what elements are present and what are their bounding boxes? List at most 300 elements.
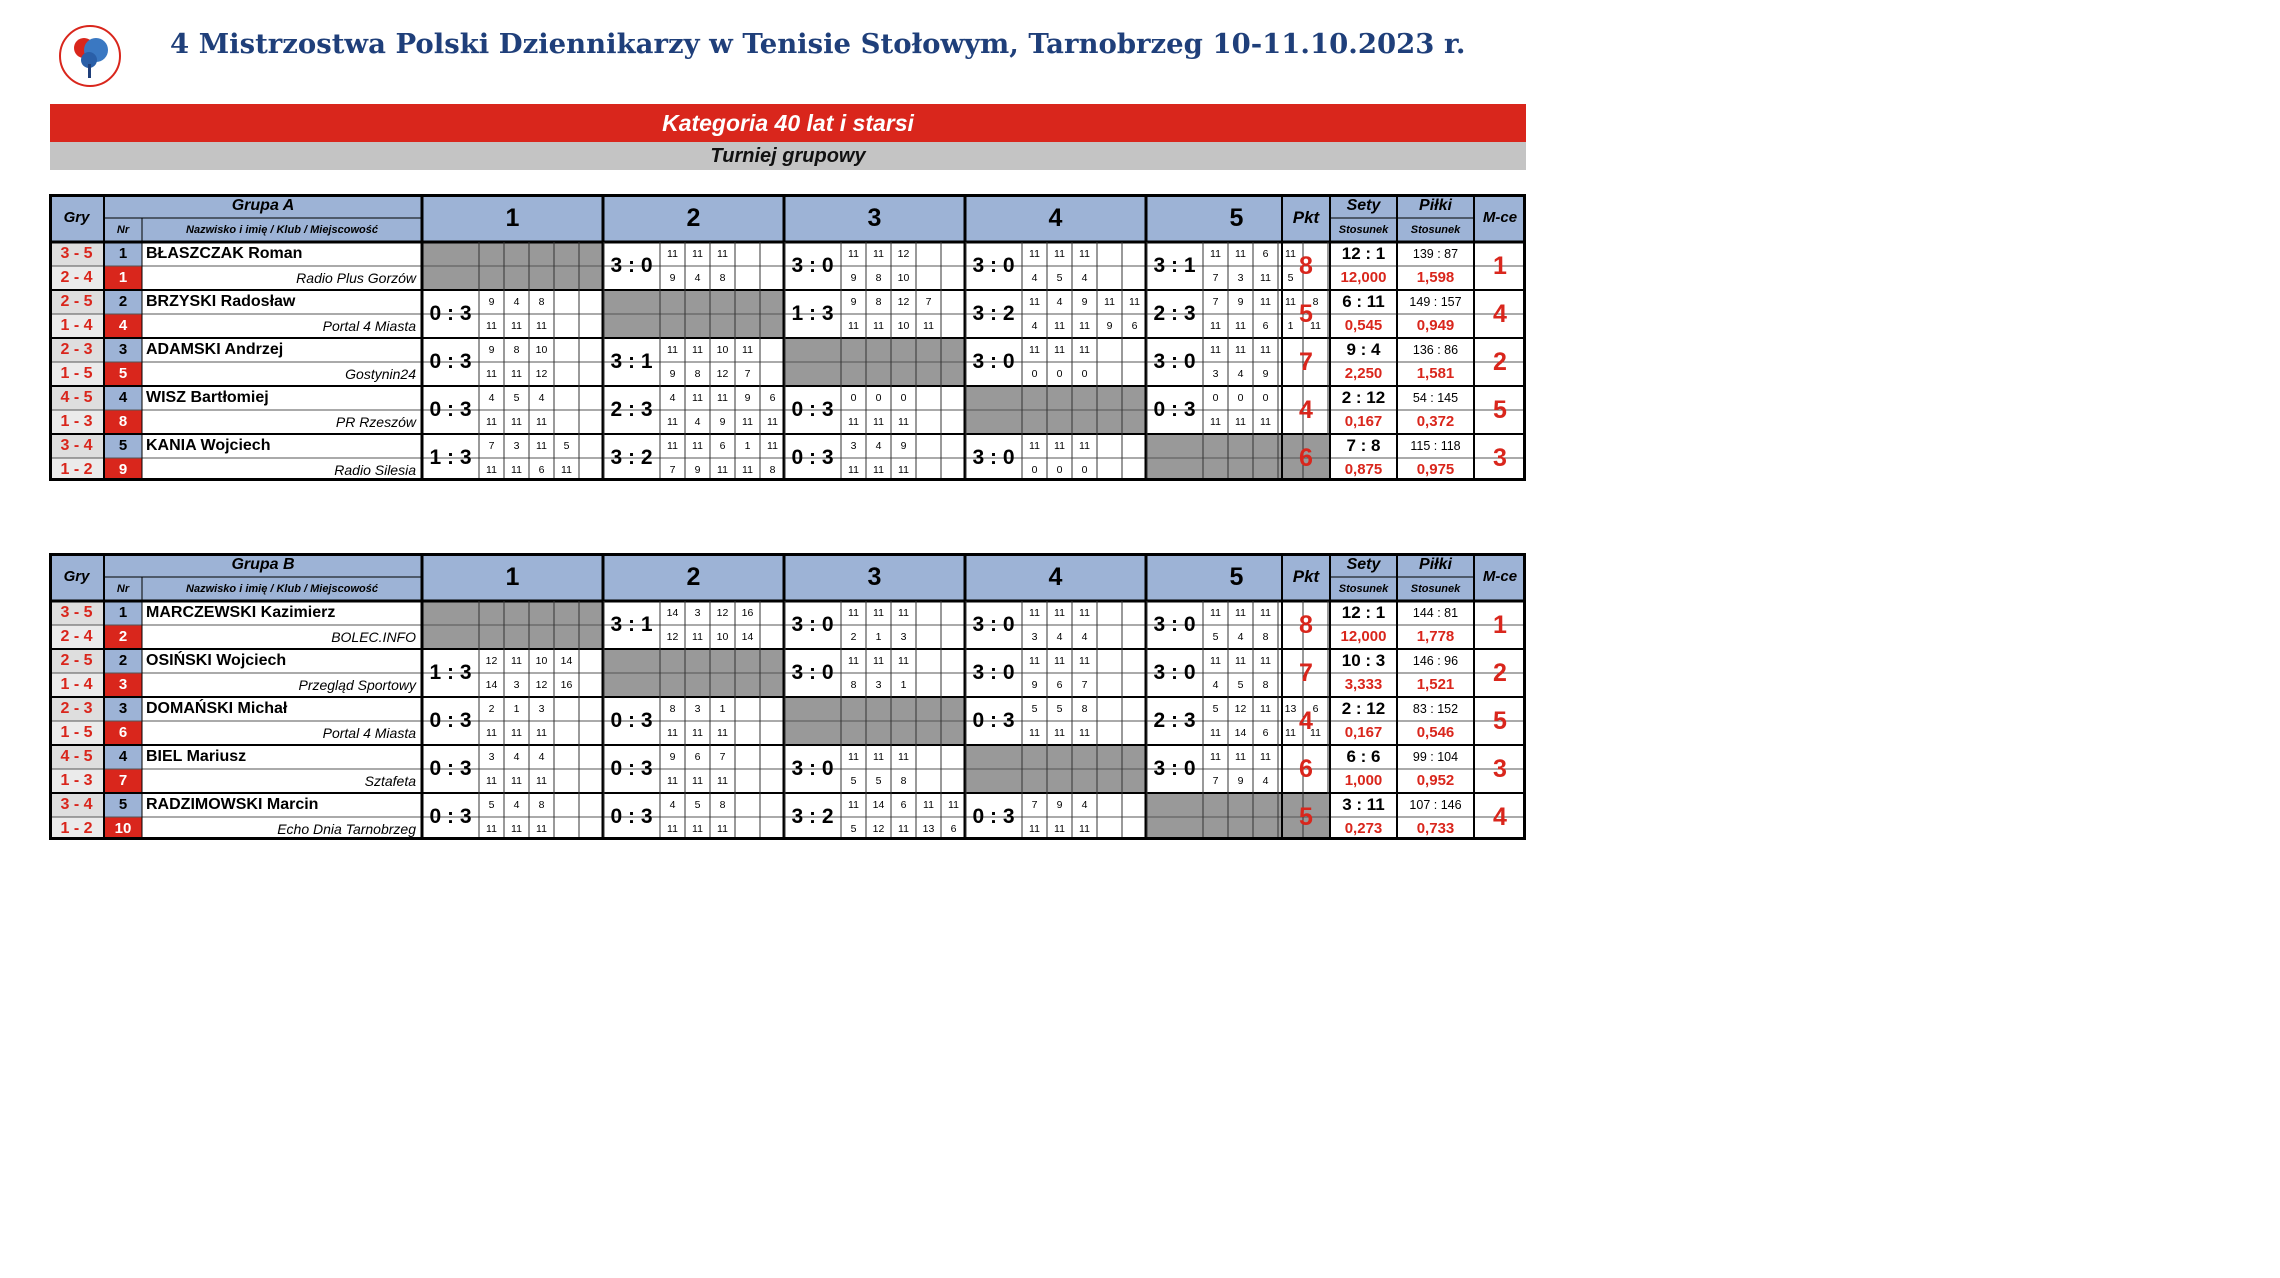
set-score: 11 (486, 416, 497, 428)
balls-ratio: 1,581 (1416, 365, 1455, 382)
player-seed: 9 (118, 461, 128, 478)
match-result: 0 : 3 (429, 350, 472, 373)
header-col-3: 3 (867, 563, 882, 591)
balls-score: 139 : 87 (1412, 247, 1459, 261)
set-score: 1 (900, 679, 907, 691)
set-score: 11 (1029, 344, 1040, 356)
set-score: 14 (560, 655, 573, 667)
match-result: 3 : 1 (610, 613, 653, 636)
player-seed: 10 (114, 820, 132, 837)
balls-ratio: 0,733 (1416, 820, 1455, 837)
set-score: 11 (1054, 344, 1065, 356)
set-score: 4 (1031, 272, 1038, 284)
set-score: 8 (1262, 679, 1269, 691)
set-score: 11 (742, 344, 753, 356)
set-score: 4 (538, 751, 545, 763)
set-score: 5 (563, 440, 570, 452)
sets-score: 7 : 8 (1346, 436, 1381, 455)
player-number: 1 (118, 604, 128, 621)
match-result: 3 : 2 (972, 302, 1015, 325)
games-order: 4 - 5 (60, 748, 93, 765)
balls-ratio: 1,598 (1416, 269, 1455, 286)
sets-ratio: 0,167 (1344, 724, 1383, 741)
games-order: 3 - 5 (60, 245, 93, 262)
player-number: 2 (118, 652, 128, 669)
set-score: 5 (488, 799, 495, 811)
games-order: 1 - 5 (60, 365, 93, 382)
set-score: 11 (667, 440, 678, 452)
set-score: 9 (719, 416, 726, 428)
set-score: 11 (898, 607, 909, 619)
set-score: 11 (848, 799, 859, 811)
set-score: 11 (1029, 607, 1040, 619)
player-club: Radio Plus Gorzów (296, 270, 416, 286)
set-score: 0 (850, 392, 857, 404)
sets-score: 6 : 11 (1342, 292, 1385, 311)
player-club: Echo Dnia Tarnobrzeg (277, 821, 416, 837)
match-result: 3 : 0 (972, 613, 1015, 636)
set-score: 10 (716, 344, 729, 356)
set-score: 4 (513, 296, 520, 308)
set-score: 11 (742, 416, 753, 428)
match-result: 0 : 3 (429, 805, 472, 828)
set-score: 4 (1056, 296, 1063, 308)
player-club: Portal 4 Miasta (322, 318, 416, 334)
games-order: 2 - 3 (60, 341, 93, 358)
set-score: 11 (536, 727, 547, 739)
set-score: 11 (1079, 344, 1090, 356)
set-score: 14 (485, 679, 498, 691)
player-name: BŁASZCZAK Roman (146, 245, 303, 262)
set-score: 11 (692, 631, 703, 643)
balls-score: 146 : 96 (1412, 654, 1459, 668)
set-score: 5 (1056, 272, 1063, 284)
set-score: 9 (694, 464, 701, 476)
set-score: 5 (1031, 703, 1038, 715)
set-score: 12 (716, 607, 729, 619)
set-score: 11 (1029, 823, 1040, 835)
set-score: 0 (1081, 464, 1088, 476)
set-score: 11 (1054, 320, 1065, 332)
match-result: 3 : 1 (1153, 254, 1196, 277)
set-score: 11 (486, 823, 497, 835)
group-b-table (49, 553, 1526, 840)
set-score: 8 (875, 272, 882, 284)
set-score: 11 (1235, 751, 1246, 763)
set-score: 11 (1054, 655, 1065, 667)
set-score: 6 (900, 799, 907, 811)
header-pilki: Piłki (1419, 556, 1452, 573)
group-name: Grupa B (231, 556, 295, 573)
set-score: 12 (666, 631, 679, 643)
player-number: 2 (118, 293, 128, 310)
set-score: 11 (1079, 823, 1090, 835)
set-score: 11 (848, 607, 859, 619)
set-score: 11 (1310, 320, 1321, 332)
header-nr: Nr (116, 583, 130, 595)
sets-ratio: 12,000 (1340, 628, 1387, 645)
set-score: 11 (1054, 823, 1065, 835)
games-order: 2 - 5 (60, 652, 93, 669)
set-score: 11 (742, 464, 753, 476)
place: 5 (1493, 396, 1507, 424)
set-score: 10 (897, 272, 910, 284)
player-club: PR Rzeszów (335, 414, 416, 430)
sets-score: 2 : 12 (1341, 388, 1386, 407)
set-score: 11 (873, 464, 884, 476)
set-score: 7 (1031, 799, 1038, 811)
set-score: 11 (1210, 320, 1221, 332)
set-score: 8 (900, 775, 907, 787)
set-score: 5 (875, 775, 882, 787)
balls-ratio: 0,372 (1416, 413, 1455, 430)
set-score: 11 (848, 248, 859, 260)
points: 6 (1299, 755, 1313, 783)
place: 2 (1493, 659, 1507, 687)
set-score: 11 (667, 248, 678, 260)
header-mce: M-ce (1482, 568, 1518, 585)
games-order: 1 - 4 (60, 317, 93, 334)
sets-score: 12 : 1 (1341, 603, 1386, 622)
sets-ratio: 2,250 (1344, 365, 1383, 382)
set-score: 6 (719, 440, 726, 452)
set-score: 4 (1262, 775, 1269, 787)
match-result: 3 : 0 (791, 254, 834, 277)
player-club: Radio Silesia (334, 462, 416, 478)
match-result: 0 : 3 (972, 709, 1015, 732)
set-score: 5 (1212, 703, 1219, 715)
set-score: 11 (873, 416, 884, 428)
set-score: 7 (669, 464, 676, 476)
set-score: 4 (1237, 368, 1244, 380)
set-score: 10 (535, 344, 548, 356)
set-score: 1 (1287, 320, 1294, 332)
games-order: 2 - 4 (60, 628, 93, 645)
player-name: WISZ Bartłomiej (146, 389, 269, 406)
games-order: 1 - 3 (60, 772, 93, 789)
player-number: 5 (118, 437, 128, 454)
set-score: 11 (667, 344, 678, 356)
set-score: 11 (511, 416, 522, 428)
set-score: 11 (1029, 296, 1040, 308)
place: 1 (1493, 611, 1507, 639)
set-score: 11 (1285, 248, 1296, 260)
set-score: 14 (666, 607, 679, 619)
balls-score: 54 : 145 (1412, 391, 1459, 405)
match-result: 3 : 0 (1153, 613, 1196, 636)
set-score: 6 (694, 751, 701, 763)
set-score: 8 (694, 368, 701, 380)
set-score: 7 (1081, 679, 1088, 691)
balls-ratio: 1,778 (1416, 628, 1455, 645)
match-result: 2 : 3 (1153, 709, 1196, 732)
set-score: 11 (511, 775, 522, 787)
set-score: 8 (538, 296, 545, 308)
federation-logo (50, 20, 130, 90)
set-score: 14 (741, 631, 754, 643)
set-score: 11 (717, 248, 728, 260)
player-number: 5 (118, 796, 128, 813)
set-score: 9 (1106, 320, 1113, 332)
set-score: 11 (536, 416, 547, 428)
balls-ratio: 0,975 (1416, 461, 1455, 478)
header-col-3: 3 (867, 204, 882, 232)
set-score: 11 (1260, 655, 1271, 667)
match-result: 1 : 3 (791, 302, 834, 325)
set-score: 11 (692, 775, 703, 787)
set-score: 6 (1056, 679, 1063, 691)
set-score: 11 (1029, 727, 1040, 739)
set-score: 8 (850, 679, 857, 691)
set-score: 11 (898, 655, 909, 667)
set-score: 10 (897, 320, 910, 332)
header-stosunek-sety: Stosunek (1338, 224, 1389, 236)
match-result: 0 : 3 (791, 446, 834, 469)
set-score: 11 (561, 464, 572, 476)
set-score: 4 (669, 799, 676, 811)
header-col-2: 2 (686, 563, 701, 591)
sets-score: 3 : 11 (1342, 795, 1385, 814)
set-score: 4 (875, 440, 882, 452)
header-stosunek-sety: Stosunek (1338, 583, 1389, 595)
set-score: 11 (692, 392, 703, 404)
points: 5 (1299, 803, 1313, 831)
points: 5 (1299, 300, 1313, 328)
set-score: 1 (744, 440, 751, 452)
match-result: 3 : 0 (791, 757, 834, 780)
sets-ratio: 1,000 (1344, 772, 1383, 789)
set-score: 4 (1081, 272, 1088, 284)
match-result: 0 : 3 (791, 398, 834, 421)
match-result: 3 : 2 (791, 805, 834, 828)
set-score: 11 (486, 368, 497, 380)
player-seed: 2 (118, 628, 128, 645)
player-number: 3 (118, 341, 128, 358)
player-club: Gostynin24 (345, 366, 416, 382)
set-score: 4 (669, 392, 676, 404)
match-result: 3 : 0 (1153, 757, 1196, 780)
player-name: DOMAŃSKI Michał (146, 700, 288, 717)
sets-ratio: 0,875 (1344, 461, 1383, 478)
set-score: 9 (744, 392, 751, 404)
set-score: 3 (875, 679, 882, 691)
header-nr: Nr (116, 224, 130, 236)
set-score: 9 (669, 751, 676, 763)
set-score: 12 (535, 368, 548, 380)
set-score: 0 (875, 392, 882, 404)
set-score: 11 (1235, 416, 1246, 428)
match-result: 3 : 0 (972, 254, 1015, 277)
player-seed: 3 (118, 676, 128, 693)
sets-ratio: 12,000 (1340, 269, 1387, 286)
sets-ratio: 3,333 (1344, 676, 1383, 693)
set-score: 3 (1212, 368, 1219, 380)
set-score: 14 (1234, 727, 1247, 739)
set-score: 11 (717, 464, 728, 476)
set-score: 9 (1262, 368, 1269, 380)
games-order: 2 - 3 (60, 700, 93, 717)
sets-score: 6 : 6 (1346, 747, 1381, 766)
set-score: 6 (1262, 320, 1269, 332)
set-score: 11 (1054, 248, 1065, 260)
set-score: 11 (667, 727, 678, 739)
set-score: 7 (1212, 272, 1219, 284)
set-score: 16 (560, 679, 573, 691)
header-col-1: 1 (505, 204, 520, 232)
match-result: 0 : 3 (429, 302, 472, 325)
set-score: 12 (897, 296, 910, 308)
player-name: OSIŃSKI Wojciech (146, 652, 287, 669)
set-score: 0 (1262, 392, 1269, 404)
set-score: 3 (694, 703, 701, 715)
set-score: 11 (511, 464, 522, 476)
place: 5 (1493, 707, 1507, 735)
set-score: 8 (1262, 631, 1269, 643)
player-seed: 8 (118, 413, 128, 430)
set-score: 11 (1079, 607, 1090, 619)
set-score: 11 (536, 320, 547, 332)
points: 6 (1299, 444, 1313, 472)
set-score: 11 (1260, 344, 1271, 356)
set-score: 6 (1262, 727, 1269, 739)
header-name-sub: Nazwisko i imię / Klub / Miejscowość (186, 583, 378, 595)
set-score: 11 (898, 751, 909, 763)
set-score: 4 (1237, 631, 1244, 643)
set-score: 12 (535, 679, 548, 691)
player-seed: 1 (118, 269, 128, 286)
place: 4 (1493, 803, 1507, 831)
set-score: 11 (511, 368, 522, 380)
set-score: 11 (1029, 440, 1040, 452)
set-score: 11 (692, 248, 703, 260)
header-sety: Sety (1346, 197, 1381, 214)
set-score: 8 (875, 296, 882, 308)
header-stosunek-pilki: Stosunek (1410, 583, 1461, 595)
balls-ratio: 0,952 (1416, 772, 1455, 789)
set-score: 8 (1081, 703, 1088, 715)
match-result: 3 : 0 (1153, 350, 1196, 373)
set-score: 9 (1056, 799, 1063, 811)
group-a-table (49, 194, 1526, 481)
player-club: BOLEC.INFO (331, 629, 416, 645)
set-score: 0 (1056, 368, 1063, 380)
set-score: 5 (513, 392, 520, 404)
match-result: 3 : 0 (1153, 661, 1196, 684)
set-score: 12 (716, 368, 729, 380)
set-score: 7 (719, 751, 726, 763)
set-score: 11 (486, 775, 497, 787)
set-score: 3 (1237, 272, 1244, 284)
set-score: 11 (692, 727, 703, 739)
games-order: 2 - 5 (60, 293, 93, 310)
set-score: 11 (692, 344, 703, 356)
set-score: 11 (873, 607, 884, 619)
header-sety: Sety (1346, 556, 1381, 573)
match-result: 3 : 1 (610, 350, 653, 373)
set-score: 0 (1031, 368, 1038, 380)
set-score: 10 (535, 655, 548, 667)
header-col-2: 2 (686, 204, 701, 232)
set-score: 11 (873, 320, 884, 332)
balls-score: 149 : 157 (1409, 295, 1462, 309)
header-col-4: 4 (1048, 563, 1063, 591)
set-score: 11 (717, 392, 728, 404)
set-score: 4 (1081, 799, 1088, 811)
set-score: 6 (538, 464, 545, 476)
set-score: 4 (513, 751, 520, 763)
set-score: 9 (488, 344, 495, 356)
sets-score: 2 : 12 (1341, 699, 1386, 718)
player-club: Portal 4 Miasta (322, 725, 416, 741)
points: 7 (1299, 348, 1313, 376)
set-score: 9 (850, 296, 857, 308)
set-score: 4 (1031, 320, 1038, 332)
header-col-5: 5 (1229, 204, 1244, 232)
balls-ratio: 0,546 (1416, 724, 1455, 741)
set-score: 12 (897, 248, 910, 260)
set-score: 11 (1079, 727, 1090, 739)
set-score: 11 (1079, 440, 1090, 452)
set-score: 11 (1104, 296, 1115, 308)
match-result: 3 : 0 (610, 254, 653, 277)
set-score: 11 (1235, 320, 1246, 332)
set-score: 11 (717, 823, 728, 835)
set-score: 11 (1054, 440, 1065, 452)
match-result: 3 : 0 (791, 661, 834, 684)
set-score: 7 (1212, 296, 1219, 308)
set-score: 11 (848, 416, 859, 428)
header-gry: Gry (63, 568, 90, 585)
set-score: 11 (1260, 296, 1271, 308)
set-score: 7 (744, 368, 751, 380)
set-score: 11 (1079, 320, 1090, 332)
sets-score: 12 : 1 (1341, 244, 1386, 263)
set-score: 11 (1210, 344, 1221, 356)
set-score: 8 (513, 344, 520, 356)
match-result: 0 : 3 (610, 757, 653, 780)
set-score: 11 (1129, 296, 1140, 308)
match-result: 1 : 3 (429, 446, 472, 469)
set-score: 13 (1284, 703, 1297, 715)
points: 4 (1299, 707, 1313, 735)
balls-ratio: 0,949 (1416, 317, 1455, 334)
set-score: 11 (873, 751, 884, 763)
set-score: 2 (488, 703, 495, 715)
set-score: 11 (536, 775, 547, 787)
player-seed: 7 (118, 772, 128, 789)
balls-ratio: 1,521 (1416, 676, 1455, 693)
set-score: 3 (900, 631, 907, 643)
set-score: 11 (1079, 655, 1090, 667)
match-result: 2 : 3 (1153, 302, 1196, 325)
set-score: 11 (486, 727, 497, 739)
set-score: 11 (1285, 296, 1296, 308)
set-score: 11 (1029, 655, 1040, 667)
set-score: 9 (1237, 296, 1244, 308)
set-score: 11 (667, 416, 678, 428)
set-score: 4 (694, 416, 701, 428)
place: 3 (1493, 444, 1507, 472)
set-score: 0 (1031, 464, 1038, 476)
set-score: 7 (925, 296, 932, 308)
player-number: 4 (118, 748, 128, 765)
set-score: 4 (1081, 631, 1088, 643)
player-number: 3 (118, 700, 128, 717)
set-score: 11 (511, 320, 522, 332)
set-score: 5 (1237, 679, 1244, 691)
player-number: 4 (118, 389, 128, 406)
player-name: ADAMSKI Andrzej (146, 341, 284, 358)
